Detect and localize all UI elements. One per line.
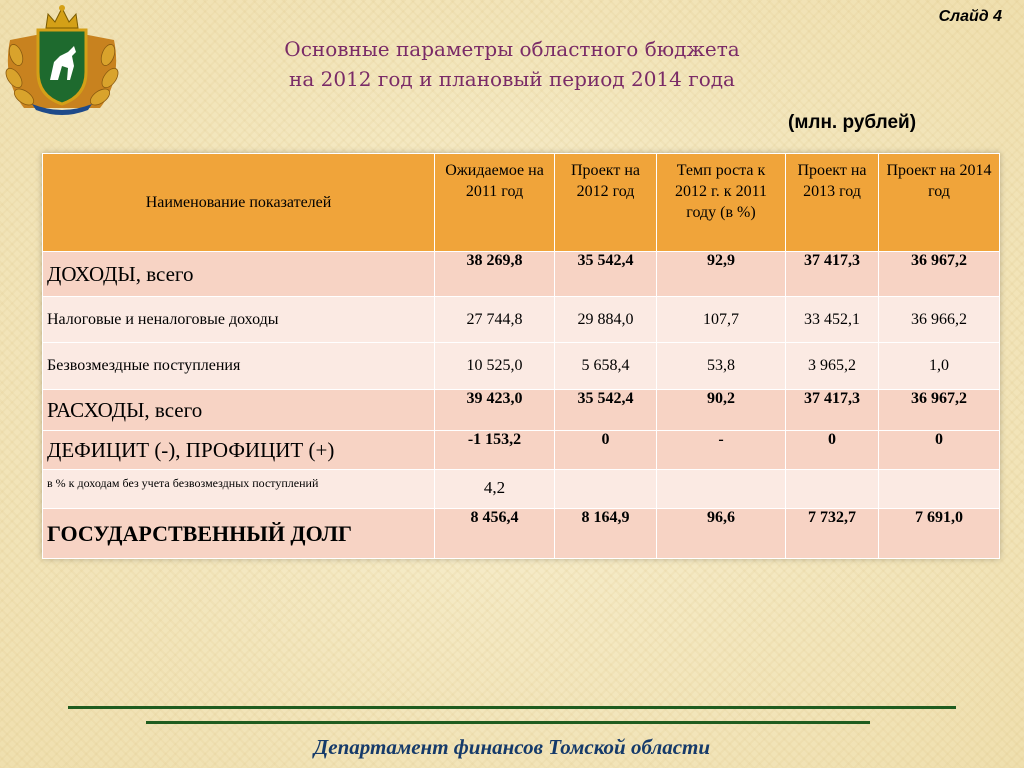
cell-value: - bbox=[657, 431, 786, 470]
header-growth-rate: Темп роста к 2012 г. к 2011 году (в %) bbox=[657, 154, 786, 252]
row-label: Налоговые и неналоговые доходы bbox=[43, 297, 435, 343]
row-grants bbox=[43, 343, 1000, 390]
row-label: ГОСУДАРСТВЕННЫЙ ДОЛГ bbox=[43, 509, 435, 559]
row-revenue-total bbox=[43, 252, 1000, 297]
footer-rule-bottom bbox=[146, 721, 870, 724]
slide-title bbox=[0, 34, 1024, 94]
cell-value: 90,2 bbox=[657, 390, 786, 431]
row-label: РАСХОДЫ, всего bbox=[43, 390, 435, 431]
row-tax-revenue bbox=[43, 297, 1000, 343]
cell-value bbox=[657, 470, 786, 509]
slide-number: Слайд 4 bbox=[938, 8, 1002, 25]
cell-value bbox=[555, 470, 657, 509]
table-header-row bbox=[43, 154, 1000, 252]
row-deficit-surplus bbox=[43, 431, 1000, 470]
row-label: ДОХОДЫ, всего bbox=[43, 252, 435, 297]
cell-value: 8 456,4 bbox=[435, 509, 555, 559]
cell-value: 39 423,0 bbox=[435, 390, 555, 431]
cell-value: 3 965,2 bbox=[786, 343, 879, 390]
cell-value: 36 966,2 bbox=[879, 297, 1000, 343]
cell-value: 0 bbox=[555, 431, 657, 470]
cell-value: 92,9 bbox=[657, 252, 786, 297]
cell-value: 5 658,4 bbox=[555, 343, 657, 390]
cell-value: 37 417,3 bbox=[786, 390, 879, 431]
title-line-2: на 2012 год и плановый период 2014 года bbox=[289, 67, 735, 91]
cell-value: -1 153,2 bbox=[435, 431, 555, 470]
cell-value: 96,6 bbox=[657, 509, 786, 559]
footer-rule-top bbox=[68, 706, 956, 709]
cell-value: 107,7 bbox=[657, 297, 786, 343]
header-project-2012: Проект на 2012 год bbox=[555, 154, 657, 252]
cell-value: 33 452,1 bbox=[786, 297, 879, 343]
cell-value: 35 542,4 bbox=[555, 252, 657, 297]
title-line-1: Основные параметры областного бюджета bbox=[284, 37, 740, 61]
cell-value: 35 542,4 bbox=[555, 390, 657, 431]
cell-value: 29 884,0 bbox=[555, 297, 657, 343]
row-label: в % к доходам без учета безвозмездных поступлений bbox=[43, 470, 435, 509]
cell-value: 8 164,9 bbox=[555, 509, 657, 559]
footer-department: Департамент финансов Томской области bbox=[313, 735, 711, 759]
cell-value: 0 bbox=[786, 431, 879, 470]
header-project-2013: Проект на 2013 год bbox=[786, 154, 879, 252]
cell-value: 37 417,3 bbox=[786, 252, 879, 297]
cell-value: 36 967,2 bbox=[879, 252, 1000, 297]
cell-value: 38 269,8 bbox=[435, 252, 555, 297]
cell-value: 53,8 bbox=[657, 343, 786, 390]
cell-value bbox=[879, 470, 1000, 509]
row-public-debt bbox=[43, 509, 1000, 559]
row-expenditure-total bbox=[43, 390, 1000, 431]
units-label: (млн. рублей) bbox=[788, 112, 917, 133]
cell-value: 7 691,0 bbox=[879, 509, 1000, 559]
header-expected-2011: Ожидаемое на 2011 год bbox=[435, 154, 555, 252]
cell-value: 10 525,0 bbox=[435, 343, 555, 390]
cell-value: 0 bbox=[879, 431, 1000, 470]
header-indicator-name: Наименование показателей bbox=[43, 154, 435, 252]
cell-value: 7 732,7 bbox=[786, 509, 879, 559]
row-percent-of-revenue bbox=[43, 470, 1000, 509]
cell-value: 27 744,8 bbox=[435, 297, 555, 343]
row-label: Безвозмездные поступления bbox=[43, 343, 435, 390]
cell-value: 36 967,2 bbox=[879, 390, 1000, 431]
cell-value: 1,0 bbox=[879, 343, 1000, 390]
row-label: ДЕФИЦИТ (-), ПРОФИЦИТ (+) bbox=[43, 431, 435, 470]
cell-value bbox=[786, 470, 879, 509]
budget-table bbox=[42, 153, 1000, 559]
cell-value: 4,2 bbox=[435, 470, 555, 509]
header-project-2014: Проект на 2014 год bbox=[879, 154, 1000, 252]
